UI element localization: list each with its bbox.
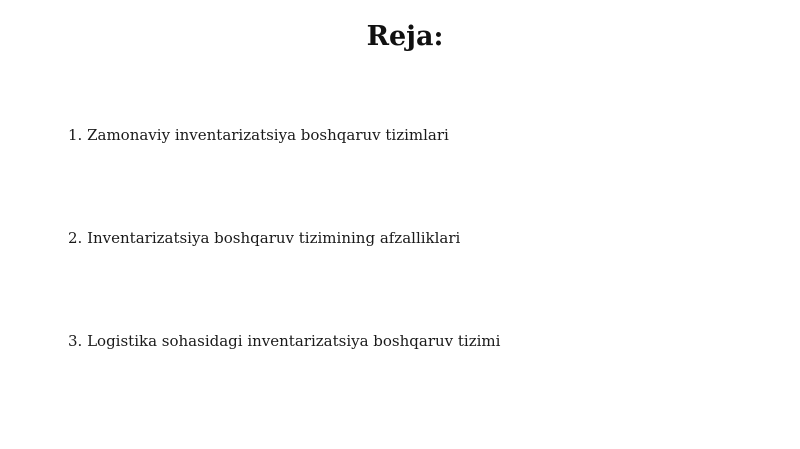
plan-item-3: 3. Logistika sohasidagi inventarizatsiya boshqaruv tizimi bbox=[68, 332, 501, 350]
plan-item-2: 2. Inventarizatsiya boshqaruv tizimining afzalliklari bbox=[68, 229, 461, 247]
slide-title: Reja: bbox=[366, 21, 444, 52]
plan-item-1: 1. Zamonaviy inventarizatsiya boshqaruv tizimlari bbox=[68, 126, 449, 144]
